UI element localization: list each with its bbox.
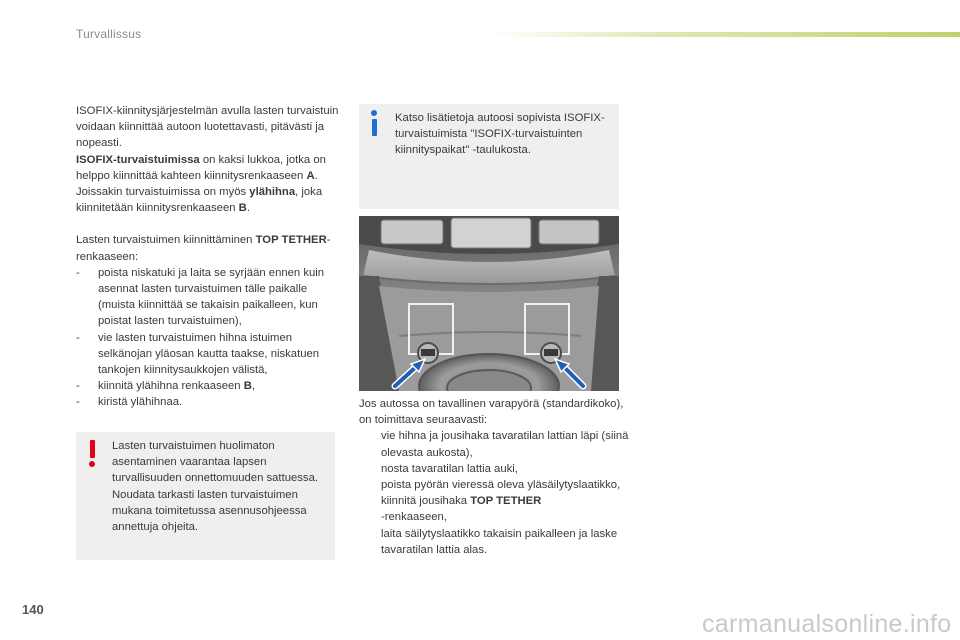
period: . xyxy=(314,169,318,182)
spare-wheel-steps-list xyxy=(359,428,629,558)
warning-paragraph-2: Noudata tarkasti lasten turvaistuimen mukana toimitetussa asennusohjeessa annettuja ohjeita. xyxy=(112,488,307,534)
step-text-end: -renkaaseen, xyxy=(381,511,447,524)
right-column xyxy=(359,396,629,558)
info-icon xyxy=(369,110,379,138)
section-title: Turvallissus xyxy=(76,27,142,41)
step-text-end: , xyxy=(251,380,256,393)
isofix-seats-bold: ISOFIX-turvaistuimissa xyxy=(76,153,200,166)
step-text: poista pyörän vieressä oleva yläsäilytyslaatikko, xyxy=(381,479,621,492)
left-column xyxy=(76,103,341,411)
list-item xyxy=(359,477,629,493)
period: . xyxy=(246,202,250,215)
list-item xyxy=(76,378,341,394)
ring-a-label: A xyxy=(306,169,315,182)
header-accent-bar xyxy=(490,32,960,37)
step-text: kiinnitä ylähihna renkaaseen xyxy=(98,380,244,393)
tether-intro-rest: -renkaaseen: xyxy=(76,234,331,263)
info-box xyxy=(359,104,619,209)
intro-paragraph xyxy=(76,103,341,216)
trunk-photo xyxy=(359,216,619,391)
warning-text xyxy=(112,438,327,535)
step-text: nosta tavaratilan lattia auki, xyxy=(381,462,518,475)
spare-wheel-intro: Jos autossa on tavallinen varapyörä (standardikoko), on toimittava seuraavasti: xyxy=(359,398,624,427)
warning-paragraph-1: Lasten turvaistuimen huolimaton asentaminen vaarantaa lapsen turvallisuuden onnettomuuden sattuessa. xyxy=(112,440,318,485)
step-text: laita säilytyslaatikko takaisin paikalleen ja laske tavaratilan lattia alas. xyxy=(381,527,618,556)
warning-icon xyxy=(87,440,97,468)
tether-steps-list xyxy=(76,265,341,411)
list-item xyxy=(359,461,629,477)
list-item xyxy=(76,330,341,379)
warning-box xyxy=(76,432,335,560)
ring-b-label: B xyxy=(243,380,252,393)
step-text: vie hihna ja jousihaka tavaratilan lattian läpi (siinä olevasta aukosta), xyxy=(381,430,629,459)
dash-marker: - xyxy=(76,266,80,279)
page-number: 140 xyxy=(22,602,44,617)
step-text: kiristä ylähihnaa. xyxy=(98,396,183,409)
list-item xyxy=(359,428,629,460)
list-item xyxy=(359,493,629,525)
tether-paragraph xyxy=(76,232,341,264)
step-text: vie lasten turvaistuimen hihna istuimen selkänojan yläosan kautta taakse, niskatuen tankojen kiinnitysaukkojen välistä, xyxy=(98,331,320,377)
list-item xyxy=(76,394,341,410)
dash-marker: - xyxy=(76,380,80,393)
trunk-illustration xyxy=(359,216,619,391)
ylahihna-bold: ylähihna xyxy=(249,186,296,199)
step-text: poista niskatuki ja laita se syrjään ennen kuin asennat lasten turvaistuimen tälle paikalle (muista kiinnittää se takaisin paikalleen, kun poistat lasten turvaistuimen), xyxy=(98,266,325,328)
ring-b-label: B xyxy=(238,202,247,215)
dash-marker: - xyxy=(76,331,80,344)
top-tether-bold: TOP TETHER xyxy=(470,495,542,508)
list-item xyxy=(359,526,629,558)
some-seats-text: Joissakin turvaistuimissa on myös xyxy=(76,186,250,199)
tether-intro-text: Lasten turvaistuimen kiinnittäminen xyxy=(76,234,256,247)
isofix-seats-text: on kaksi lukkoa, jotka on helppo kiinnittää kahteen kiinnitysrenkaaseen xyxy=(76,153,326,182)
dash-marker: - xyxy=(76,396,80,409)
some-seats-rest-text: , joka kiinnitetään kiinnitysrenkaaseen xyxy=(76,186,323,215)
info-text: Katso lisätietoja autoosi sopivista ISOFIX-turvaistuimista "ISOFIX-turvaistuinten kiinnityspaikat" -taulukosta. xyxy=(395,112,605,157)
list-item xyxy=(76,265,341,330)
top-tether-bold: TOP TETHER xyxy=(255,234,327,247)
step-text: kiinnitä jousihaka xyxy=(381,495,471,508)
intro-text: ISOFIX-kiinnitysjärjestelmän avulla lasten turvaistuin voidaan kiinnittää autoon luotettavasti, pitävästi ja nopeasti. xyxy=(76,105,339,150)
watermark-text: carmanualsonline.info xyxy=(702,610,952,638)
